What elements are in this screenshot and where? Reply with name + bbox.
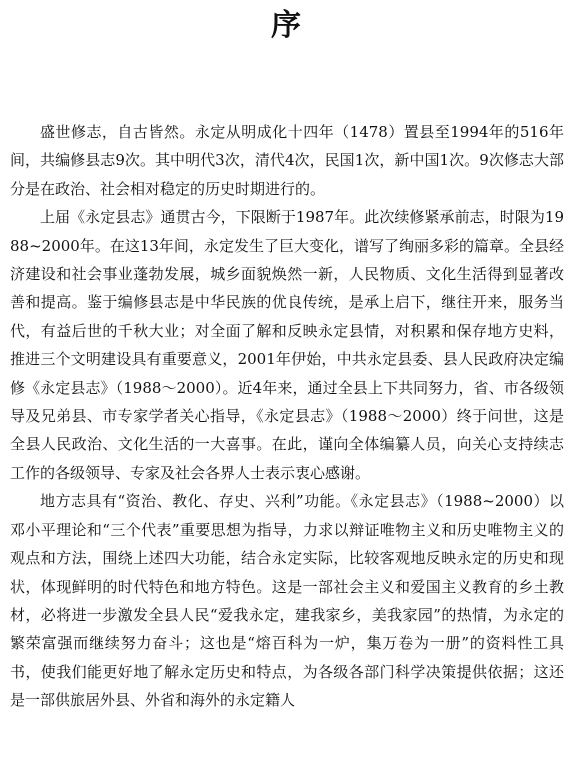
paragraph: 地方志具有“资治、教化、存史、兴利”功能。《永定县志》（1988~2000）以邓小平理论和“三个代表”重要思想为指导，力求以辩证唯物主义和历史唯物主义的观点和方法，围绕上述四大功能，结合永定实际，比较客观地反映永定的历史和现状，体现鲜明的时代特色和地方特色。这是一部社会主义和爱国主义教育的乡土教材，必将进一步激发全县人民“爱我永定，建我家乡，美我家园”的热情，为永定的繁荣富强而继续努力奋斗；这也是“熔百科为一炉，集万卷为一册”的资料性工具书，使我们能更好地了解永定历史和特点，为各级各部门科学决策提供依据；这还是一部供旅居外县、外省和海外的永定籍人 bbox=[10, 492, 564, 710]
paragraph: 上届《永定县志》通贯古今，下限断于1987年。此次续修紧承前志，时限为1988~2000年。在这13年间，永定发生了巨大变化，谱写了绚丽多彩的篇章。全县经济建设和社会事业蓬勃发展，城乡面貌焕然一新，人民物质、文化生活得到显著改善和提高。鉴于编修县志是中华民族的优良传统，是承上启下，继往开来，服务当代，有益后世的千秋大业；对全面了解和反映永定县情，对积累和保存地方史料，推进三个文明建设具有重要意义，2001年伊始，中共永定县委、县人民政府决定编修《永定县志》（1988～2000）。近4年来，通过全县上下共同努力，省、市各级领导及兄弟县、市专家学者关心指导，《永定县志》（1988～2000）终于问世，这是全县人民政治、文化生活的一大喜事。在此，谨向全体编纂人员，向关心支持续志工作的各级领导、专家及社会各界人士表示衷心感谢。 bbox=[10, 208, 564, 482]
document-body bbox=[10, 118, 564, 715]
paragraph: 盛世修志，自古皆然。永定从明成化十四年（1478）置县至1994年的516年间，共编修县志9次。其中明代3次，清代4次，民国1次，新中国1次。9次修志大部分是在政治、社会相对稳定的历史时期进行的。 bbox=[10, 123, 564, 198]
page-title: 序 bbox=[271, 8, 303, 43]
